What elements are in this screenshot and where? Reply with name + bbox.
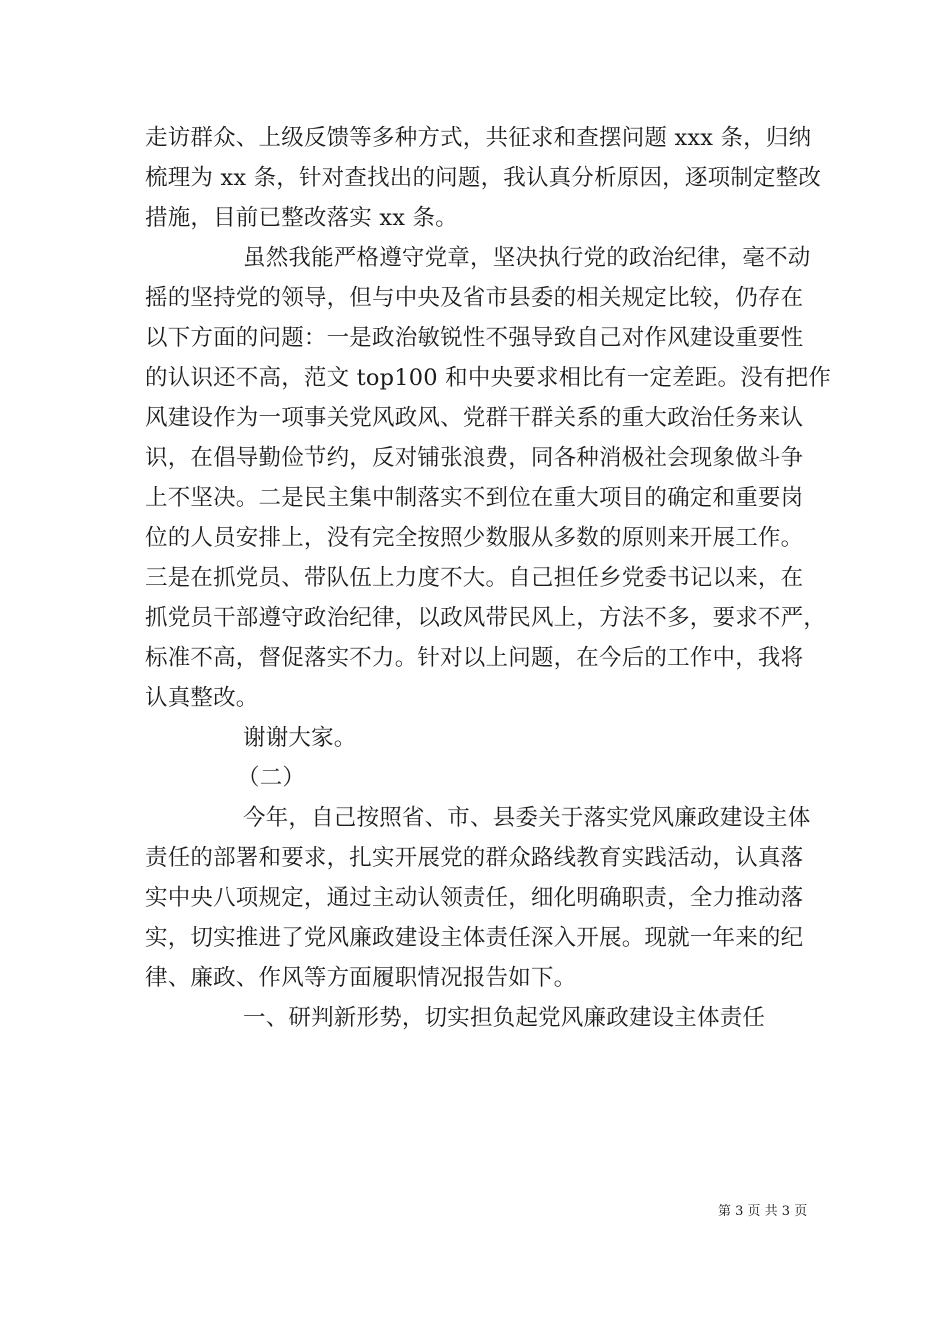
text-line: 律、廉政、作风等方面履职情况报告如下。	[145, 965, 577, 991]
paragraph-start-line: 虽然我能严格遵守党章，坚决执行党的政治纪律，毫不动	[243, 245, 811, 271]
page-number: 第 3 页 共 3 页	[718, 1204, 808, 1219]
text-line: 风建设作为一项事关党风政风、党群干群关系的重大政治任务来认	[145, 405, 804, 431]
section-marker: （二）	[237, 765, 306, 791]
text-line: 走访群众、上级反馈等多种方式，共征求和查摆问题 xxx 条，归纳	[145, 125, 812, 151]
text-line: 抓党员干部遵守政治纪律，以政风带民风上，方法不多，要求不严，	[145, 605, 827, 631]
document-body	[145, 118, 832, 1038]
text-line: 位的人员安排上，没有完全按照少数服从多数的原则来开展工作。	[145, 525, 804, 551]
text-line: 摇的坚持党的领导，但与中央及省市县委的相关规定比较，仍存在	[145, 285, 804, 311]
text-line: 认真整改。	[145, 685, 259, 711]
text-line: 措施，目前已整改落实 xx 条。	[145, 205, 458, 231]
text-line: 识，在倡导勤俭节约，反对铺张浪费，同各种消极社会现象做斗争	[145, 445, 804, 471]
text-line: 责任的部署和要求，扎实开展党的群众路线教育实践活动，认真落	[145, 845, 804, 871]
text-line: 上不坚决。二是民主集中制落实不到位在重大项目的确定和重要岗	[145, 485, 804, 511]
text-line: 的认识还不高，范文 top100 和中央要求相比有一定差距。没有把作	[145, 365, 832, 391]
text-line: 标准不高，督促落实不力。针对以上问题，在今后的工作中，我将	[145, 645, 804, 671]
text-line: 梳理为 xx 条，针对查找出的问题，我认真分析原因，逐项制定整改	[145, 165, 822, 191]
section-heading: 一、研判新形势，切实担负起党风廉政建设主体责任	[243, 1005, 766, 1031]
paragraph-start-line: 今年，自己按照省、市、县委关于落实党风廉政建设主体	[243, 805, 811, 831]
text-line: 三是在抓党员、带队伍上力度不大。自己担任乡党委书记以来，在	[145, 565, 804, 591]
text-line: 实，切实推进了党风廉政建设主体责任深入开展。现就一年来的纪	[145, 925, 804, 951]
text-line: 实中央八项规定，通过主动认领责任，细化明确职责，全力推动落	[145, 885, 804, 911]
text-line: 以下方面的问题：一是政治敏锐性不强导致自己对作风建设重要性	[145, 325, 804, 351]
closing-thanks: 谢谢大家。	[243, 725, 357, 751]
